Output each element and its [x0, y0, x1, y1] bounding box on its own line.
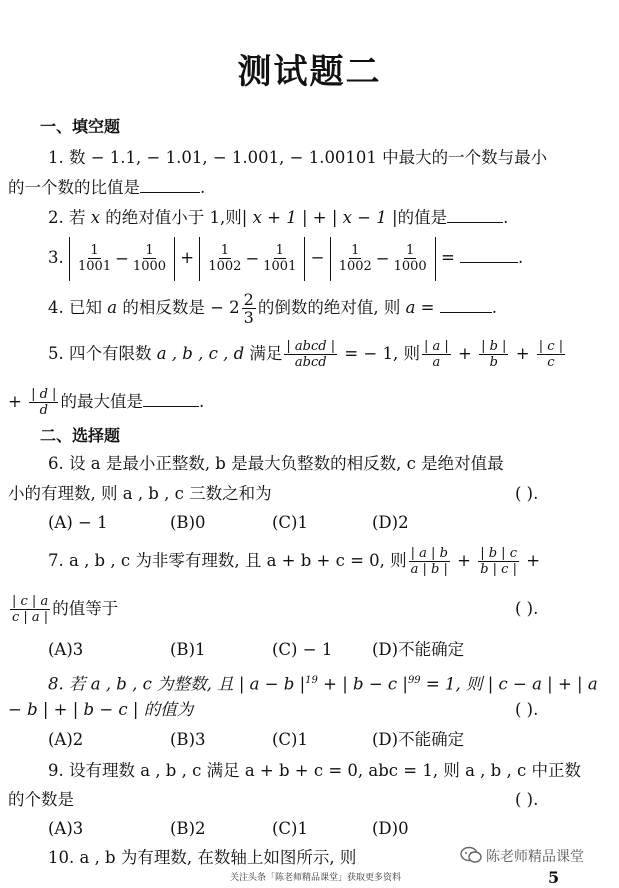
q7-line2	[8, 589, 118, 629]
numerator: 1	[90, 243, 99, 258]
numerator: 1	[351, 243, 360, 258]
equals-sign: =	[440, 248, 455, 267]
numerator: | abcd |	[286, 339, 336, 354]
q4-var-a: a	[107, 298, 118, 317]
denominator: d	[39, 403, 48, 418]
fraction	[478, 546, 519, 577]
exponent: 19	[305, 675, 318, 686]
denominator: a	[432, 355, 441, 370]
q4-mid: 的相反数是 − 2	[117, 298, 240, 317]
numerator: | b |	[481, 339, 507, 354]
abs-group-3	[330, 237, 436, 281]
minus-sign: −	[115, 248, 129, 268]
q4-post: 的倒数的绝对值, 则	[257, 298, 406, 317]
q2-end: .	[503, 208, 509, 227]
numerator: | d |	[31, 387, 57, 402]
option-b: (B)2	[170, 819, 206, 838]
answer-parenthesis: ( ).	[515, 599, 539, 618]
plus-sign: +	[526, 551, 541, 570]
q9-line2: 的个数是	[8, 790, 74, 809]
q1-end: .	[200, 178, 206, 197]
answer-blank	[447, 206, 503, 223]
denominator: b	[489, 355, 498, 370]
option-c: (C)1	[272, 819, 308, 838]
denominator: 1001	[78, 259, 112, 274]
plus-sign: +	[180, 248, 195, 267]
q8-text: 8. 若 a , b , c 为整数, 且 | a − b |	[48, 674, 306, 694]
numerator: | c | a	[12, 594, 49, 609]
q4-end: .	[491, 298, 497, 317]
option-d: (D)0	[372, 819, 409, 838]
q2-mid: 的绝对值小于 1,则	[100, 208, 242, 227]
q6-line1: 6. 设 a 是最小正整数, b 是最大负整数的相反数, c 是绝对值最	[48, 454, 504, 473]
option-d: (D)不能确定	[372, 730, 465, 749]
denominator: c	[547, 355, 555, 370]
fraction	[337, 243, 374, 274]
q5-vars: a , b , c , d	[156, 344, 245, 363]
answer-parenthesis: ( ).	[515, 484, 539, 503]
answer-blank	[460, 246, 518, 263]
q10-line1: 10. a , b 为有理数, 在数轴上如图所示, 则	[48, 848, 357, 867]
fraction	[284, 339, 337, 370]
page-number: 5	[548, 868, 560, 887]
denominator: 1001	[263, 259, 297, 274]
q3-end: .	[518, 248, 524, 267]
denominator: 1000	[393, 259, 427, 274]
fraction	[29, 387, 58, 418]
answer-blank	[143, 390, 199, 407]
numerator: 1	[220, 243, 230, 258]
q4-pre: 4. 已知	[48, 298, 108, 317]
numerator: | b | c	[480, 546, 517, 561]
option-a: (A) − 1	[48, 513, 108, 532]
fraction	[392, 243, 429, 274]
q7-line1	[48, 541, 540, 581]
q2-expression: | x + 1 | + | x − 1 |	[241, 208, 398, 227]
denominator: 1002	[208, 259, 242, 274]
fraction	[479, 339, 508, 370]
numerator: | c |	[538, 339, 564, 354]
q2-var-x: x	[90, 208, 101, 227]
q5-eq: = − 1, 则	[339, 344, 420, 363]
fraction	[409, 546, 450, 577]
option-c: (C)1	[272, 730, 308, 749]
plus-sign: +	[457, 551, 471, 570]
numerator: | a | b	[410, 546, 448, 561]
q7-post: 的值等于	[52, 599, 119, 618]
page-title: 测试题二	[237, 52, 382, 92]
q5-post: 的最大值是	[60, 392, 143, 411]
answer-parenthesis: ( ).	[515, 700, 539, 719]
numerator: 1	[406, 243, 415, 258]
minus-sign: −	[245, 248, 260, 268]
denominator: 3	[243, 308, 254, 327]
denominator: c | a |	[12, 610, 49, 625]
option-a: (A)3	[48, 640, 84, 659]
q5-mid: 满足	[244, 344, 283, 363]
answer-blank	[440, 296, 492, 313]
fraction	[422, 339, 451, 370]
plus-sign: +	[458, 344, 472, 363]
q6-line2: 小的有理数, 则 a , b , c 三数之和为	[8, 484, 272, 503]
denominator: abcd	[294, 355, 327, 370]
option-a: (A)3	[48, 819, 84, 838]
section-heading-fill: 一、填空题	[40, 117, 121, 136]
q5-end: .	[198, 392, 205, 411]
option-b: (B)0	[170, 513, 206, 532]
q8-mid: + | b − c |	[317, 674, 408, 694]
q5-line1	[48, 334, 567, 374]
plus-sign: +	[515, 344, 530, 363]
fraction	[10, 594, 50, 625]
abs-group-2	[199, 237, 305, 281]
answer-parenthesis: ( ).	[515, 790, 539, 809]
q8-line1	[48, 669, 598, 697]
fraction	[206, 243, 243, 274]
q8-line2: − b | + | b − c | 的值为	[8, 700, 194, 719]
q4-var-a: a	[405, 298, 416, 317]
q1-line2	[8, 176, 205, 200]
plus-sign: +	[8, 392, 22, 411]
numerator: 1	[145, 243, 154, 258]
minus-sign: −	[375, 248, 390, 268]
denominator: a | b |	[410, 562, 448, 577]
q4-line	[48, 290, 497, 326]
watermark	[460, 846, 584, 868]
fraction	[131, 243, 168, 274]
q2-post: 的值是	[397, 208, 448, 227]
q8-rest: = 1, 则 | c − a | + | a	[420, 674, 598, 694]
denominator: b | c |	[480, 562, 517, 577]
option-d: (D)2	[372, 513, 409, 532]
footer-note: 关注头条「陈老师精品课堂」获取更多资料	[230, 873, 402, 883]
q9-line1: 9. 设有理数 a , b , c 满足 a + b + c = 0, abc = 1, 则 a , b , c 中正数	[48, 761, 581, 780]
fraction	[537, 339, 565, 370]
watermark-text: 陈老师精品课堂	[486, 849, 584, 865]
option-b: (B)3	[170, 730, 206, 749]
denominator: 1002	[338, 259, 372, 274]
numerator: | a |	[423, 339, 449, 354]
option-b: (B)1	[170, 640, 206, 659]
q2-pre: 2. 若	[48, 208, 91, 227]
option-d: (D)不能确定	[372, 640, 465, 659]
option-c: (C)1	[272, 513, 308, 532]
denominator: 1000	[132, 259, 167, 274]
fraction	[261, 243, 298, 274]
abs-group-1	[69, 237, 175, 281]
equals-sign: =	[415, 298, 435, 317]
mixed-fraction	[242, 291, 256, 326]
q1-line2-text: 的一个数的比值是	[8, 178, 140, 197]
fraction	[76, 243, 113, 274]
q1-line1: 1. 数 − 1.1, − 1.01, − 1.001, − 1.00101 中最大的一个数与最小	[48, 148, 548, 167]
q3-line	[48, 234, 523, 282]
chat-bubble-icon	[460, 846, 482, 868]
numerator: 1	[275, 243, 284, 258]
answer-blank	[140, 176, 200, 193]
q3-label: 3.	[48, 248, 64, 267]
option-c: (C) − 1	[272, 640, 333, 659]
exponent: 99	[407, 675, 421, 686]
option-a: (A)2	[48, 730, 84, 749]
q2-line	[48, 206, 508, 230]
q5-pre: 5. 四个有限数	[48, 344, 157, 363]
numerator: 2	[243, 290, 254, 309]
q5-line2	[8, 382, 204, 422]
minus-sign: −	[310, 248, 325, 267]
section-heading-choice: 二、选择题	[40, 426, 121, 445]
q7-pre: 7. a , b , c 为非零有理数, 且 a + b + c = 0, 则	[48, 551, 407, 570]
